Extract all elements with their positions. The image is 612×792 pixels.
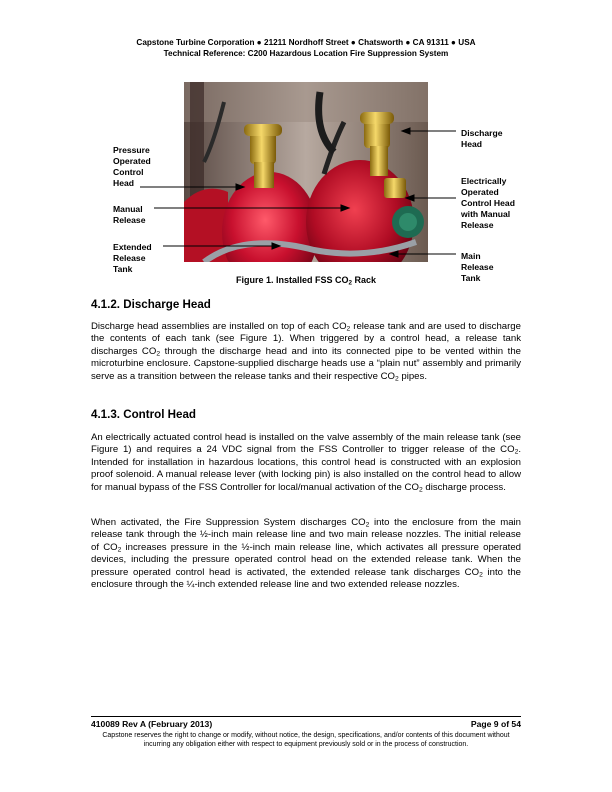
figure-caption: Figure 1. Installed FSS $CO_2$ Rack (235, 275, 377, 287)
header-address: Capstone Turbine Corporation ● 21211 Nordhoff Street ● Chatsworth ● CA 91311 ● USA (136, 38, 476, 47)
label-manual-release: Manual Release (113, 204, 146, 225)
fss-rack-photo (184, 82, 428, 262)
footer-page-number: Page 9 of 54 (470, 719, 521, 729)
label-extended-release-tank: Extended Release Tank (113, 242, 152, 274)
section-heading-control-head: 4.1.3. Control Head (91, 408, 197, 421)
paragraph-discharge-head: Discharge head assemblies are installed on top of each $CO_2$ release tank and are used to discharge the contents of each tank (see Figure 1). When triggered by a control head, a release tank discharges $CO_2$ through the discharge head and into its connected pipe to be vented within the microturbine enclosure. Capstone-supplied discharge heads use a “plain nut” assembly and primarily serve as a transition between the release tanks and their respective $CO_2$ pipes. (91, 321, 522, 383)
paragraph-activation: When activated, the Fire Suppression System discharges $CO_2$ into the enclosure from the main release tank through the ½-inch main release line and two main release nozzles. The initial release of $CO_2$ increases pressure in the ½-inch main release line, which activates all pressure operated devices, including the pressure operated control head on the extended release tank. When the pressure operated control head is activated, the extended release tank discharges $CO_2$ into the enclosure through the ¼-inch extended release line and two extended release nozzles. (91, 517, 522, 591)
label-electrically-operated-control-head: Electrically Operated Control Head with Manual Release (461, 176, 515, 230)
label-pressure-operated-control-head: Pressure Operated Control Head (113, 145, 151, 188)
paragraph-control-head: An electrically actuated control head is installed on the valve assembly of the main release tank (see Figure 1) and requires a 24 VDC signal from the FSS Controller to trigger release of the $CO_2$. Intended for installation in hazardous locations, this control head is constructed with an explosion proof solenoid. A manual release lever (with locking pin) is also installed on the control head to allow for manual bypass of the FSS Controller for local/manual activation of the $CO_2$ discharge process. (91, 432, 521, 494)
label-main-release-tank: Main Release Tank (461, 251, 494, 283)
footer-disclaimer: Capstone reserves the right to change or modify, without notice, the design, specifications, and/or contents of this document without incurring any obligation either with respect to equipment previously sold or in the process of construction. (102, 732, 510, 748)
section-heading-discharge-head: 4.1.2. Discharge Head (91, 298, 211, 311)
header-doc-title: Technical Reference: C200 Hazardous Location Fire Suppression System (163, 49, 449, 58)
footer-divider (91, 716, 521, 717)
footer-document-number: 410089 Rev A (February 2013) (91, 719, 213, 729)
label-discharge-head: Discharge Head (461, 128, 503, 149)
